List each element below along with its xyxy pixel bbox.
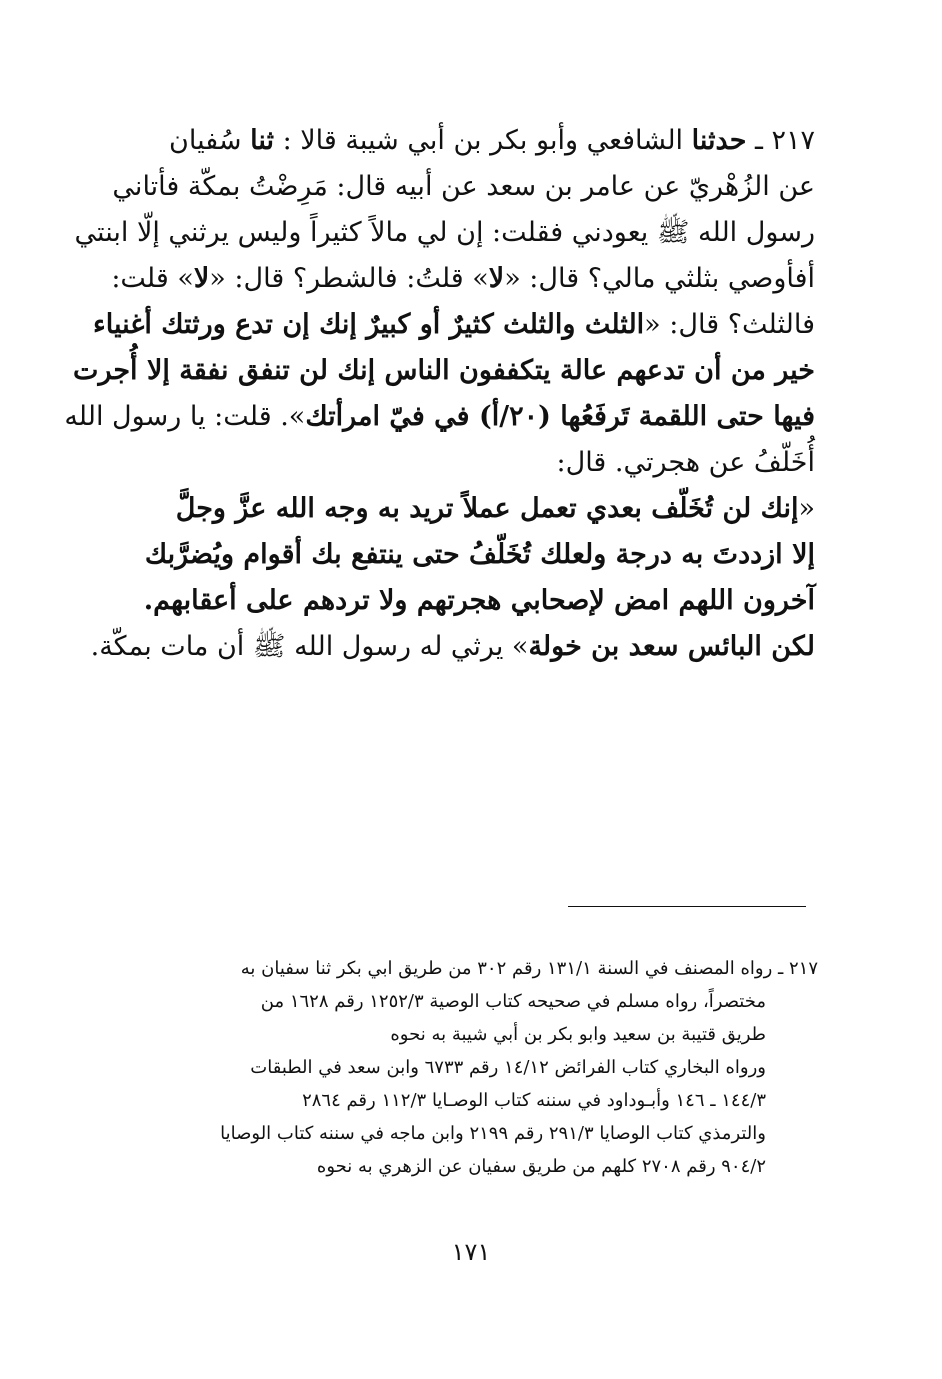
text-span: أُخَلّفُ عن هجرتي. قال: — [556, 447, 815, 478]
text-span-bold: الثلث والثلث كثيرٌ أو كبيرٌ إنك إن تدع ورثتك أغنياء — [93, 309, 645, 340]
text-span: الشافعي وأبو بكر بن أبي شيبة قالا : — [273, 125, 692, 156]
text-span-bold: خير من أن تدعهم عالة يتكففون الناس إنك لن تنفق نفقة إلا أُجرت — [73, 355, 815, 386]
text-span-bold: لكن البائس سعد بن خولة — [528, 631, 815, 662]
text-span-bold: حدثنا — [691, 125, 747, 156]
text-span-bold: ثنا — [250, 125, 274, 156]
hadith-line — [90, 624, 815, 670]
text-span: رسول الله ﷺ يعودني فقلت: إن لي مالاً كثيراً وليس يرثني إلّا ابنتي — [74, 217, 815, 248]
text-span-bold: إنك لن تُخَلّف بعدي تعمل عملاً تريد به وجه الله عزَّ وجلَّ — [175, 493, 799, 524]
footnote-line: مختصراً، رواه مسلم في صحيحه كتاب الوصية ١٢٥٢/٣ رقم ١٦٢٨ من — [260, 991, 766, 1012]
footnote-line: طريق قتيبة بن سعيد وابو بكر بن أبي شيبة به نحوه — [390, 1024, 766, 1045]
hadith-line — [135, 578, 815, 624]
text-span: فالثلث؟ قال: « — [644, 309, 815, 340]
footnotes — [138, 952, 818, 1183]
footnote-line: والترمذي كتاب الوصايا ٢٩١/٣ رقم ٢١٩٩ وابن ماجه في سننه كتاب الوصايا — [220, 1123, 766, 1144]
text-span: » قلت: — [111, 263, 194, 294]
hadith-text — [64, 118, 815, 670]
text-span: « — [798, 493, 815, 524]
hadith-line — [93, 302, 815, 348]
text-span: أفأوصي بثلثي مالي؟ قال: « — [504, 263, 815, 294]
hadith-line — [135, 118, 815, 164]
text-span: ٢١٧ ـ — [746, 125, 815, 156]
hadith-line — [74, 210, 815, 256]
text-span-bold: لا — [488, 263, 505, 294]
text-span: عن الزُهْريّ عن عامر بن سعد عن أبيه قال: مَرِضْتُ بمكّة فأتاني — [112, 171, 815, 202]
text-span: ». قلت: يا رسول الله — [64, 401, 306, 432]
hadith-line — [73, 348, 815, 394]
hadith-line — [64, 394, 815, 440]
text-span-bold: آخرون اللهم امض لإصحابي هجرتهم ولا تردهم على أعقابهم. — [143, 585, 815, 616]
footnote-line: ١٤٤/٣ ـ ١٤٦ وأبـوداود في سننه كتاب الوصـايا ١١٢/٣ رقم ٢٨٦٤ — [302, 1090, 766, 1111]
footnote-line: ٢١٧ ـ رواه المصنف في السنة ١٣١/١ رقم ٣٠٢ من طريق ابي بكر ثنا سفيان به — [240, 958, 818, 979]
footnote-line: ٩٠٤/٢ رقم ٢٧٠٨ كلهم من طريق سفيان عن الزهري به نحوه — [316, 1156, 766, 1177]
hadith-line — [135, 440, 815, 486]
text-span: سُفيان — [169, 125, 251, 156]
text-span: » يرثي له رسول الله ﷺ أن مات بمكّة. — [90, 631, 529, 662]
footnote-divider — [568, 906, 806, 907]
hadith-line — [112, 164, 815, 210]
text-span-bold: فيها حتى اللقمة تَرفَعُها (٢٠/أ) في فيّ امرأتك — [305, 401, 815, 432]
hadith-line — [135, 532, 815, 578]
page-number: ١٧١ — [451, 1238, 491, 1266]
footnote-line: ورواه البخاري كتاب الفرائض ١٤/١٢ رقم ٦٧٣٣ وابن سعد في الطبقات — [250, 1057, 766, 1078]
hadith-line — [111, 256, 815, 302]
text-span-bold: لا — [193, 263, 210, 294]
hadith-line — [135, 486, 815, 532]
text-span: » قلتُ: فالشطر؟ قال: « — [209, 263, 489, 294]
text-span-bold: إلا ازددتَ به درجة ولعلك تُخَلّفُ حتى ينتفع بك أقوام ويُضرَّبك — [144, 539, 815, 570]
